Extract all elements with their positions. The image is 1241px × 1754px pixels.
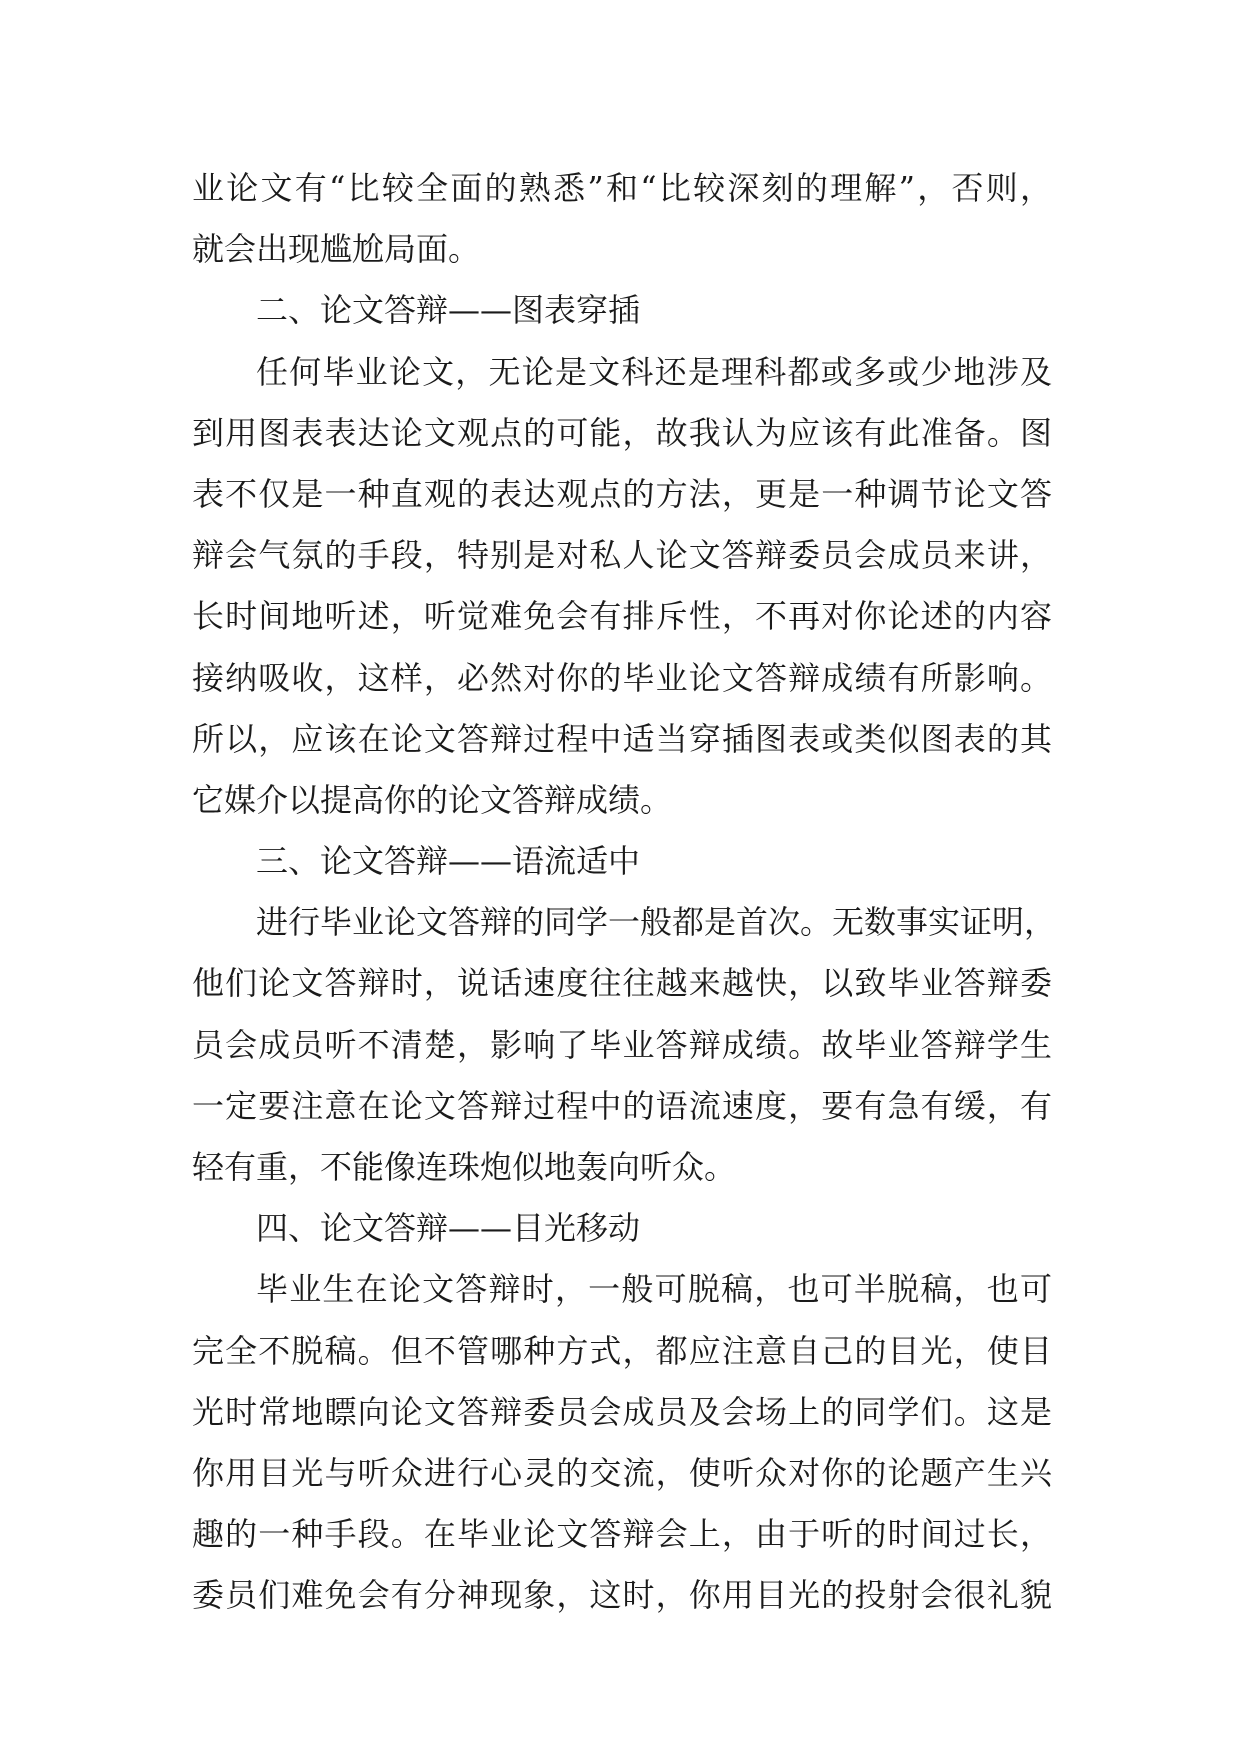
section-heading: 四、论文答辩——目光移动 bbox=[256, 1209, 641, 1248]
text-line: 他们论文答辩时，说话速度往往越来越快，以致毕业答辩委 bbox=[192, 964, 1052, 1003]
text-line: 趣的一种手段。在毕业论文答辩会上，由于听的时间过长， bbox=[192, 1515, 1052, 1554]
body-text bbox=[192, 158, 1057, 1627]
text-line: 长时间地听述，听觉难免会有排斥性，不再对你论述的内容 bbox=[192, 597, 1052, 636]
text-line: 到用图表表达论文观点的可能，故我认为应该有此准备。图 bbox=[192, 413, 1052, 452]
text-line: 你用目光与听众进行心灵的交流，使听众对你的论题产生兴 bbox=[192, 1453, 1052, 1492]
text-line: 表不仅是一种直观的表达观点的方法，更是一种调节论文答 bbox=[192, 474, 1052, 513]
text-line: 接纳吸收，这样，必然对你的毕业论文答辩成绩有所影响。 bbox=[192, 658, 1052, 697]
text-line: 轻有重，不能像连珠炮似地轰向听众。 bbox=[192, 1148, 737, 1186]
text-line: 辩会气氛的手段，特别是对私人论文答辩委员会成员来讲， bbox=[192, 536, 1052, 575]
paragraph-first-line: 任何毕业论文，无论是文科还是理科都或多或少地涉及 bbox=[256, 352, 1052, 391]
section-heading: 三、论文答辩——语流适中 bbox=[256, 842, 641, 881]
text-line: 就会出现尴尬局面。 bbox=[192, 230, 481, 269]
text-line: 员会成员听不清楚，影响了毕业答辩成绩。故毕业答辩学生 bbox=[192, 1025, 1052, 1064]
text-line: 完全不脱稿。但不管哪种方式，都应注意自己的目光，使目 bbox=[192, 1331, 1052, 1370]
text-line: 它媒介以提高你的论文答辩成绩。 bbox=[192, 780, 673, 819]
text-line: 所以，应该在论文答辩过程中适当穿插图表或类似图表的其 bbox=[192, 719, 1052, 758]
text-line: 业论文有“比较全面的熟悉”和“比较深刻的理解”，否则， bbox=[192, 169, 1052, 207]
text-line: 委员们难免会有分神现象，这时，你用目光的投射会很礼貌 bbox=[192, 1576, 1052, 1615]
section-heading: 二、论文答辩——图表穿插 bbox=[256, 291, 641, 330]
text-line: 光时常地瞟向论文答辩委员会成员及会场上的同学们。这是 bbox=[192, 1392, 1052, 1431]
paragraph-first-line: 进行毕业论文答辩的同学一般都是首次。无数事实证明， bbox=[256, 903, 1057, 942]
text-line: 一定要注意在论文答辩过程中的语流速度，要有急有缓，有 bbox=[192, 1086, 1052, 1125]
paragraph-first-line: 毕业生在论文答辩时，一般可脱稿，也可半脱稿，也可 bbox=[256, 1270, 1052, 1309]
